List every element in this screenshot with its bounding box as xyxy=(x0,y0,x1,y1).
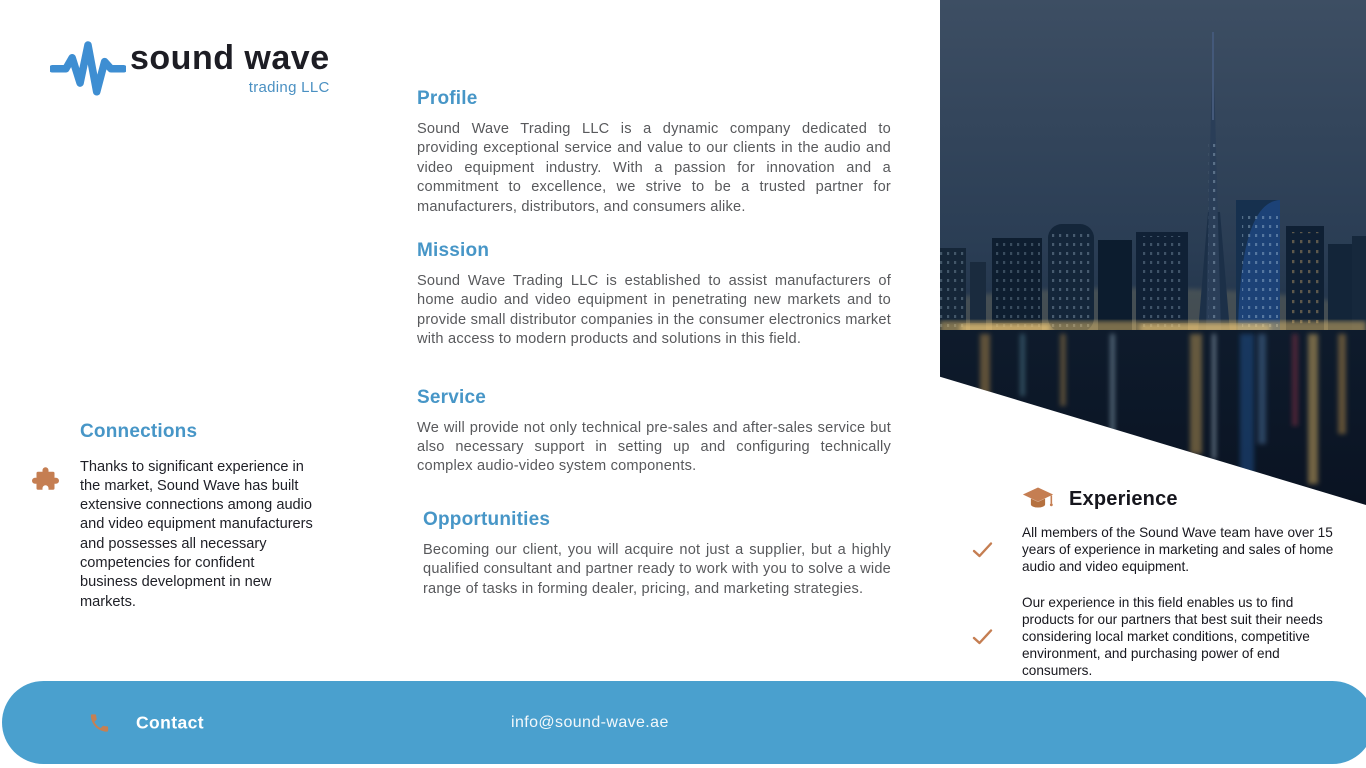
sound-wave-icon xyxy=(50,32,126,104)
contact-email-link[interactable]: info@sound-wave.ae xyxy=(511,713,669,731)
section-profile xyxy=(417,88,891,217)
section-service xyxy=(417,387,891,477)
experience-heading: Experience xyxy=(1069,487,1178,510)
experience-bullet xyxy=(970,594,1336,680)
check-icon xyxy=(970,541,1022,559)
company-name: sound wave xyxy=(130,39,330,78)
company-tagline: trading LLC xyxy=(248,78,330,96)
opportunities-text: Becoming our client, you will acquire not just a supplier, but a highly qualified consultant and partner ready to work with you to solve a wide range of tasks in forming dealer, pricing, and marketing strategies. xyxy=(423,541,891,597)
experience-bullet-text: All members of the Sound Wave team have over 15 years of experience in marketing and sales of home audio and video equipment. xyxy=(1022,525,1334,575)
experience-bullet-text: Our experience in this field enables us to find products for our partners that best suit their needs considering local market conditions, competitive environment, and purchasing power of end consumers. xyxy=(1022,594,1323,679)
contact-heading: Contact xyxy=(136,712,204,732)
opportunities-heading: Opportunities xyxy=(423,508,551,530)
city-skyline-image xyxy=(940,0,1366,505)
puzzle-icon xyxy=(32,465,59,492)
logo-text xyxy=(130,40,330,95)
section-opportunities xyxy=(417,509,891,599)
mission-text: Sound Wave Trading LLC is established to assist manufacturers of home audio and video equipment in penetrating new markets and to provide small distributor companies in the consumer electronics market with access to modern products and solutions in this field. xyxy=(417,273,891,348)
skyline-graphic xyxy=(940,0,1366,505)
section-connections xyxy=(30,421,314,627)
service-heading: Service xyxy=(417,386,487,408)
phone-icon xyxy=(88,711,111,734)
mission-heading: Mission xyxy=(417,240,490,262)
section-experience xyxy=(970,486,1336,680)
experience-bullet xyxy=(970,524,1336,576)
contact-bar xyxy=(2,681,1366,764)
check-icon xyxy=(970,628,1022,646)
connections-heading: Connections xyxy=(80,421,198,442)
main-content-column xyxy=(417,88,891,599)
graduation-cap-icon xyxy=(1022,486,1054,512)
connections-text: Thanks to significant experience in the market, Sound Wave has built extensive connections among audio and video equipment manufacturers and possesses all necessary competencies for confident business development in new markets. xyxy=(80,458,313,610)
section-mission xyxy=(417,240,891,350)
profile-text: Sound Wave Trading LLC is a dynamic company dedicated to providing exceptional service and value to our clients in the audio and video equipment industry. With a passion for innovation and a commitment to excellence, we strive to be a trusted partner for manufacturers, distributors, and consumers alike. xyxy=(417,121,891,215)
service-text: We will provide not only technical pre-sales and after-sales service but also necessary support in setting up and configuring technically complex audio-video system components. xyxy=(417,419,891,475)
profile-heading: Profile xyxy=(417,88,478,109)
logo xyxy=(50,32,330,104)
